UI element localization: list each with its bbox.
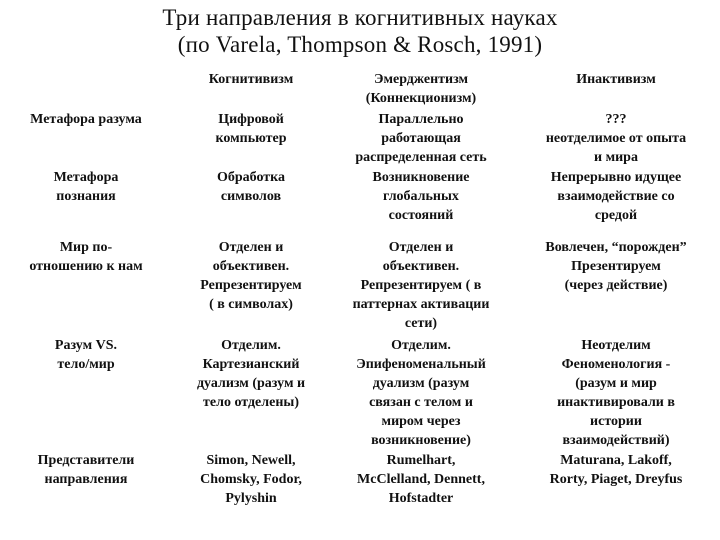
header-empty [0, 70, 172, 110]
header-cognitivism: Когнитивизм [208, 72, 294, 87]
table-cell: Цифровой компьютер [215, 112, 287, 146]
table-cell: Отделен и объективен. Репрезентируем ( в символах) [200, 240, 302, 312]
table-cell: Maturana, Lakoff, Rorty, Piaget, Dreyfus [549, 453, 683, 487]
table-cell: Вовлечен, “порожден” Презентируем (через действие) [545, 240, 687, 293]
table-cell: Отделим. Картезианский дуализм (разум и тело отделены) [196, 338, 306, 410]
comparison-table [0, 70, 720, 511]
table-cell: Simon, Newell, Chomsky, Fodor, Pylyshin [200, 453, 302, 506]
header-emergentism: Эмерджентизм (Коннекционизм) [365, 72, 477, 106]
header-row [0, 70, 720, 110]
table-cell: Параллельно работающая распределенная сеть [355, 112, 487, 165]
table-cell: ??? неотделимое от опыта и мира [545, 112, 687, 165]
title-line-2: (по Varela, Thompson & Rosch, 1991) [177, 32, 543, 57]
table-cell: Rumelhart, McClelland, Dennett, Hofstadter [357, 453, 485, 506]
title-line-1: Три направления в когнитивных науках [162, 5, 558, 30]
row-label-mind-vs-body: Разум VS. тело/мир [54, 338, 118, 372]
header-enactivism: Инактивизм [576, 72, 656, 87]
table-row [0, 336, 720, 451]
table-cell: Отделен и объективен. Репрезентируем ( в паттернах активации сети) [352, 240, 490, 331]
table-row [0, 451, 720, 511]
table-cell: Возникновение глобальных состояний [372, 170, 470, 223]
table-row [0, 110, 720, 168]
table-cell: Обработка символов [216, 170, 286, 204]
table-cell: Неотделим Феноменология - (разум и мир инактивировали в истории взаимодействий) [557, 338, 675, 448]
row-label-cognition-metaphor: Метафора познания [53, 170, 119, 204]
slide-title [0, 4, 720, 58]
table-cell: Непрерывно идущее взаимодействие со средой [550, 170, 682, 223]
table-cell: Отделим. Эпифеноменальный дуализм (разум связан с телом и миром через возникновение) [356, 338, 486, 448]
row-label-world-relation: Мир по- отношению к нам [29, 240, 143, 274]
row-label-mind-metaphor: Метафора разума [30, 112, 142, 127]
table-row [0, 168, 720, 238]
row-label-representatives: Представители направления [37, 453, 135, 487]
table-row [0, 238, 720, 336]
